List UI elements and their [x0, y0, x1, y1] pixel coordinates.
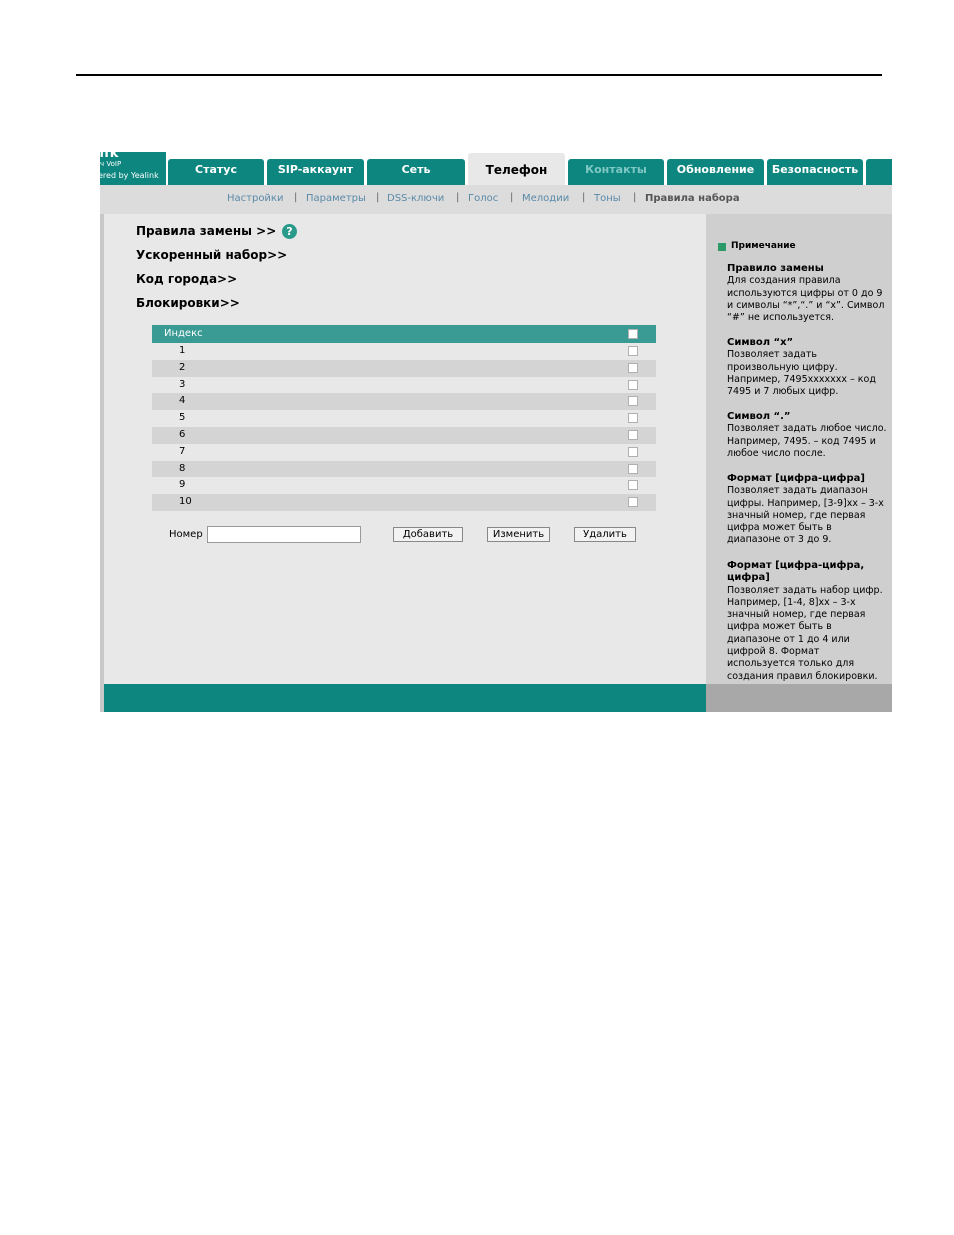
row-index: 2	[179, 361, 186, 373]
tab-sip-account[interactable]: SIP-аккаунт	[267, 159, 364, 185]
table-row	[152, 393, 656, 410]
edit-button[interactable]: Изменить	[487, 527, 550, 542]
tab-update[interactable]: Обновление	[667, 159, 764, 185]
row-checkbox[interactable]	[628, 430, 638, 440]
page-top-rule	[76, 74, 882, 76]
footer-note-bar	[706, 684, 892, 712]
row-index: 8	[179, 462, 186, 474]
speed-dial-link[interactable]: Ускоренный набор>>	[136, 248, 288, 262]
header	[94, 146, 892, 185]
note-text: Позволяет задать любое число. Например, 7495. – код 7495 и любое число после.	[727, 423, 887, 459]
row-checkbox[interactable]	[628, 480, 638, 490]
block-rules-link[interactable]: Блокировки>>	[136, 296, 240, 310]
table-row	[152, 377, 656, 394]
note-heading: Правило замены	[727, 263, 824, 274]
note-text: Для создания правила используются цифры от 0 до 9 и символы “*”,“.” и “x”. Символ “#” не используется.	[727, 275, 885, 324]
row-checkbox[interactable]	[628, 413, 638, 423]
tab-phone[interactable]: Телефон	[468, 153, 565, 185]
note-block	[727, 337, 887, 398]
subnav-settings[interactable]: Настройки	[227, 193, 284, 204]
rules-table	[152, 325, 656, 511]
area-code-link[interactable]: Код города>>	[136, 272, 238, 286]
note-block	[727, 411, 887, 460]
table-row	[152, 427, 656, 444]
table-row	[152, 444, 656, 461]
table-row	[152, 343, 656, 360]
subnav-tones[interactable]: Тоны	[594, 193, 621, 204]
replace-rules-link[interactable]: Правила замены >>	[136, 224, 277, 238]
subnav-separator: |	[582, 192, 586, 203]
table-header	[152, 325, 656, 343]
row-checkbox[interactable]	[628, 447, 638, 457]
row-index: 10	[179, 496, 192, 508]
row-index: 6	[179, 428, 186, 440]
note-heading: Символ “x”	[727, 337, 794, 348]
note-heading: Формат [цифра-цифра]	[727, 473, 865, 484]
delete-button[interactable]: Удалить	[574, 527, 636, 542]
row-checkbox[interactable]	[628, 464, 638, 474]
tab-bar-end	[866, 159, 892, 185]
table-row	[152, 494, 656, 511]
row-checkbox[interactable]	[628, 363, 638, 373]
note-block	[727, 560, 887, 683]
note-block	[727, 263, 887, 324]
row-checkbox[interactable]	[628, 396, 638, 406]
tab-contacts[interactable]: Контакты	[568, 159, 664, 185]
subnav-separator: |	[294, 192, 298, 203]
note-text: Позволяет задать диапазон цифры. Например, [3-9]xx – 3-х значный номер, где первая цифра может быть в диапазоне от 3 до 9.	[727, 485, 884, 546]
note-block	[727, 473, 887, 547]
subnav-dss-keys[interactable]: DSS-ключи	[387, 193, 445, 204]
row-index: 1	[179, 345, 186, 356]
table-row	[152, 410, 656, 427]
row-index: 3	[179, 378, 186, 390]
tab-status[interactable]: Статус	[168, 159, 264, 185]
logo-line1: ч VoIP	[100, 160, 122, 168]
subnav-dial-rules[interactable]: Правила набора	[645, 193, 740, 204]
number-input[interactable]	[207, 526, 361, 543]
subnav-separator: |	[510, 192, 514, 203]
note-title: Примечание	[731, 241, 796, 251]
table-row	[152, 461, 656, 478]
number-label: Номер	[169, 529, 203, 540]
note-arrow-icon	[718, 243, 726, 251]
row-checkbox[interactable]	[628, 346, 638, 356]
note-text: Позволяет задать произвольную цифру. Например, 7495xxxxxxx – код 7495 и 7 любых цифр.	[727, 349, 876, 398]
subnav	[100, 185, 892, 214]
row-index: 4	[179, 395, 186, 407]
row-index: 7	[179, 445, 186, 457]
phone-web-ui	[94, 146, 892, 712]
help-icon[interactable]: ?	[282, 224, 297, 239]
select-all-checkbox[interactable]	[628, 329, 638, 339]
row-checkbox[interactable]	[628, 497, 638, 507]
subnav-ringtones[interactable]: Мелодии	[522, 193, 570, 204]
add-button[interactable]: Добавить	[393, 527, 463, 542]
note-heading: Символ “.”	[727, 411, 791, 422]
row-checkbox[interactable]	[628, 380, 638, 390]
tab-network[interactable]: Сеть	[367, 159, 465, 185]
left-edge	[100, 214, 104, 712]
subnav-parameters[interactable]: Параметры	[306, 193, 366, 204]
logo	[94, 146, 166, 185]
row-index: 5	[179, 412, 186, 424]
table-row	[152, 360, 656, 377]
note-text: Позволяет задать набор цифр. Например, [1-4, 8]xx – 3-х значный номер, где первая цифра может быть в диапазоне от 1 до 4 или цифрой 8. Формат используется только для создания правил блокировки.	[727, 584, 883, 682]
tab-security[interactable]: Безопасность	[767, 159, 863, 185]
note-heading: Формат [цифра-цифра, цифра]	[727, 560, 865, 584]
footer-bar	[104, 684, 706, 712]
logo-line2: ered by Yealink	[98, 171, 159, 180]
row-index: 9	[179, 479, 186, 491]
subnav-separator: |	[633, 192, 637, 203]
table-row	[152, 477, 656, 494]
note-panel	[706, 214, 892, 712]
subnav-voice[interactable]: Голос	[468, 193, 499, 204]
subnav-separator: |	[456, 192, 460, 203]
subnav-separator: |	[376, 192, 380, 203]
index-column-header: Индекс	[164, 328, 203, 339]
logo-main: ink	[94, 146, 120, 161]
